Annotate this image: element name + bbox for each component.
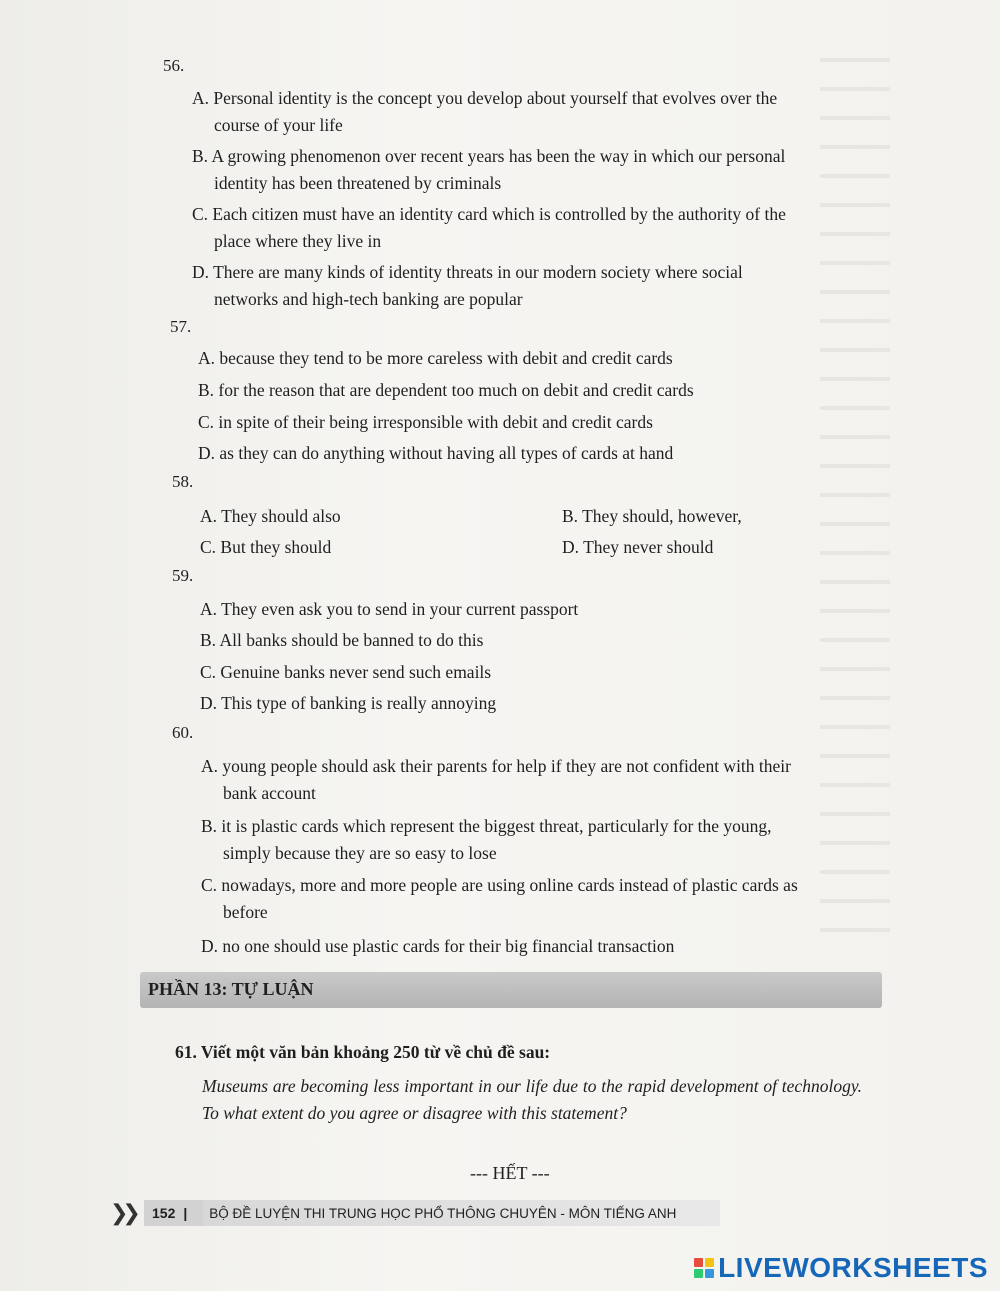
option-text: C. nowadays, more and more people are using online cards instead of plastic cards as (201, 875, 798, 895)
option-text: A. young people should ask their parents for help if they are not confident with their (201, 756, 791, 776)
option-text-cont: identity has been threatened by criminals (214, 173, 502, 193)
question-56-option-a[interactable] (192, 85, 857, 139)
option-text-cont: before (223, 902, 268, 922)
double-chevron-icon: ❯❯ (110, 1200, 135, 1226)
question-59-option-b[interactable]: B. All banks should be banned to do this (200, 630, 484, 650)
section-header-bar (140, 972, 882, 1008)
question-56-number: 56. (163, 56, 185, 75)
option-text: B. it is plastic cards which represent the biggest threat, particularly for the young, (201, 816, 772, 836)
option-text-cont: course of your life (214, 115, 343, 135)
question-57-option-c[interactable]: C. in spite of their being irresponsible with debit and credit cards (198, 412, 653, 432)
option-text: C. Each citizen must have an identity card which is controlled by the authority of the (192, 204, 786, 224)
question-56-option-c[interactable] (192, 201, 857, 255)
option-text: D. There are many kinds of identity threats in our modern society where social (192, 262, 743, 282)
liveworksheets-watermark (694, 1252, 988, 1284)
question-58-option-b[interactable]: B. They should, however, (562, 506, 742, 526)
option-text-cont: simply because they are so easy to lose (223, 843, 497, 863)
question-57-option-b[interactable]: B. for the reason that are dependent too much on debit and credit cards (198, 380, 694, 400)
question-58-option-c[interactable]: C. But they should (200, 537, 332, 557)
question-60-option-c[interactable] (201, 872, 891, 926)
question-57-option-a[interactable]: A. because they tend to be more careless with debit and credit cards (198, 348, 673, 368)
question-59-option-d[interactable]: D. This type of banking is really annoying (200, 693, 497, 713)
essay-prompt: Museums are becoming less important in our life due to the rapid development of technology. To what extent do you agree or disagree with this statement? (202, 1076, 862, 1123)
footer-separator: | (183, 1205, 188, 1221)
option-text: B. A growing phenomenon over recent years has been the way in which our personal (192, 146, 786, 166)
question-60-option-a[interactable] (201, 753, 891, 807)
question-59-option-a[interactable]: A. They even ask you to send in your current passport (200, 599, 579, 619)
question-57-option-d[interactable]: D. as they can do anything without having all types of cards at hand (198, 443, 674, 463)
book-title: BỘ ĐỀ LUYỆN THI TRUNG HỌC PHỔ THÔNG CHUYÊN - MÔN TIẾNG ANH (203, 1200, 720, 1226)
question-60-number: 60. (172, 723, 194, 742)
brand-name: LIVEWORKSHEETS (718, 1252, 988, 1283)
option-text-cont: bank account (223, 783, 316, 803)
option-text: A. Personal identity is the concept you develop about yourself that evolves over the (192, 88, 778, 108)
question-58-option-a[interactable]: A. They should also (200, 506, 341, 526)
option-text-cont: networks and high-tech banking are popular (214, 289, 523, 309)
essay-instruction: 61. Viết một văn bản khoảng 250 từ về chủ đề sau: (175, 1042, 551, 1062)
section-title: PHẦN 13: TỰ LUẬN (148, 979, 314, 999)
question-58-number: 58. (172, 472, 194, 491)
question-59-option-c[interactable]: C. Genuine banks never send such emails (200, 662, 492, 682)
question-57-number: 57. (170, 317, 192, 336)
question-58-option-d[interactable]: D. They never should (562, 537, 714, 557)
question-56-option-b[interactable] (192, 143, 857, 197)
page-number (144, 1200, 203, 1226)
end-mark: --- HẾT --- (470, 1163, 550, 1183)
question-60-option-d[interactable]: D. no one should use plastic cards for their big financial transaction (201, 936, 675, 956)
question-60-option-b[interactable] (201, 813, 891, 867)
liveworksheets-logo-icon (694, 1258, 714, 1278)
page-footer (110, 1200, 720, 1226)
question-59-number: 59. (172, 566, 194, 585)
question-56-option-d[interactable] (192, 259, 857, 313)
page-number-value: 152 (152, 1205, 176, 1221)
option-text-cont: place where they live in (214, 231, 382, 251)
